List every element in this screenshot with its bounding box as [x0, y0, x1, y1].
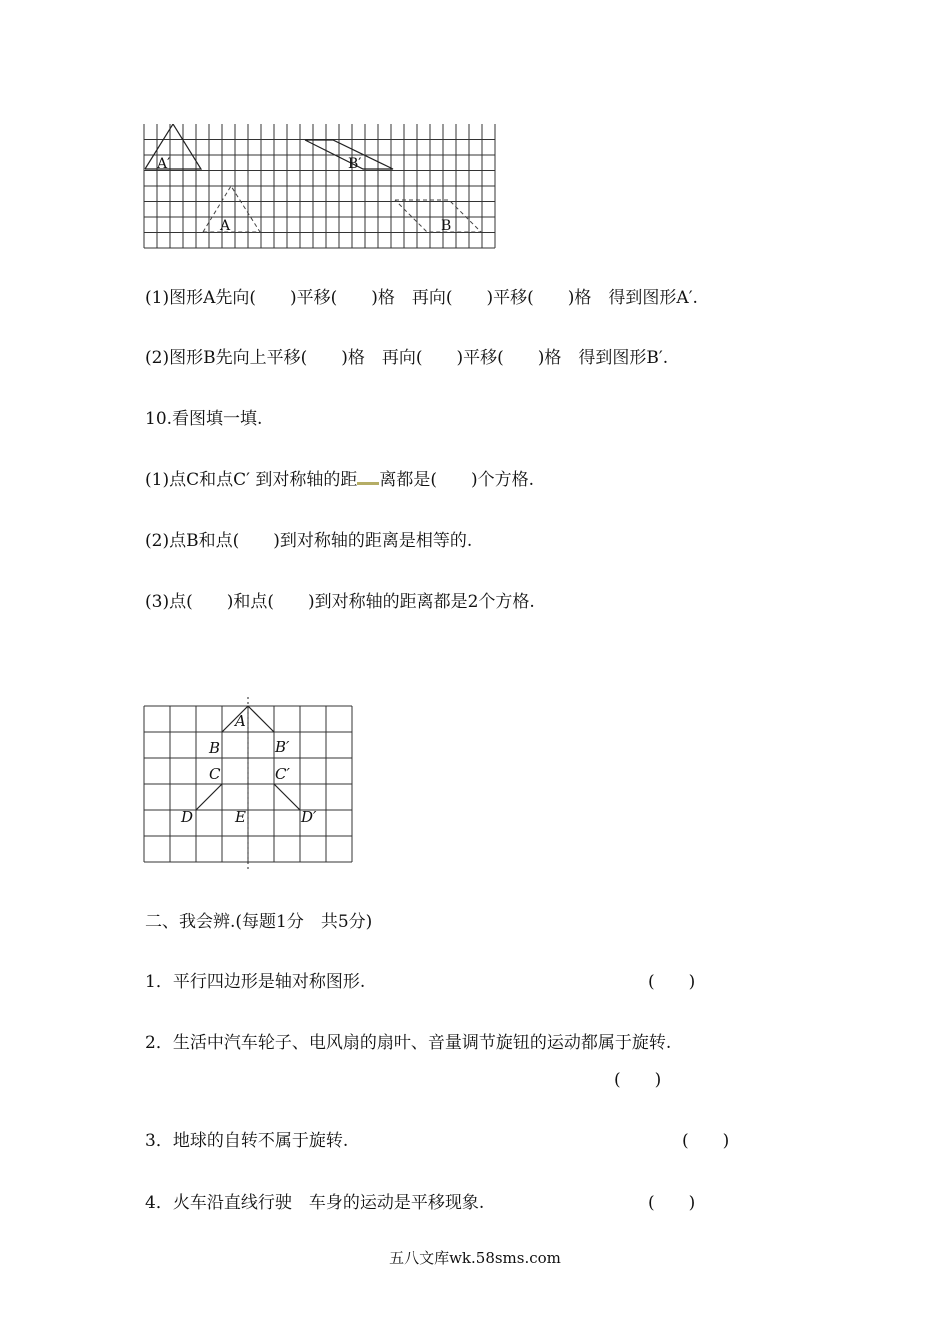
point-b-label: B [209, 739, 221, 757]
judge-item-4: 4．火车沿直线行驶 车身的运动是平移现象. [145, 1193, 485, 1213]
label-a: A [220, 218, 231, 234]
translation-grid-figure [143, 124, 499, 250]
q9-part1: (1)图形A先向( )平移( )格 再向( )平移( )格 得到图形A′. [145, 288, 698, 308]
q10-title: 10.看图填一填. [145, 409, 263, 429]
section2-title: 二、我会辨.(每题1分 共5分) [145, 912, 373, 932]
point-c-label: C [209, 765, 221, 783]
label-a-prime: A′ [157, 156, 171, 172]
point-e-label: E [235, 808, 246, 826]
judge-item-1: 1．平行四边形是轴对称图形. [145, 972, 366, 992]
symmetry-grid-figure [143, 695, 355, 871]
underline-mark [357, 482, 379, 485]
label-b-prime: B′ [348, 156, 362, 172]
footer-watermark: 五八文库wk.58sms.com [389, 1249, 561, 1267]
label-b: B [441, 218, 452, 234]
q10-part1-after: 离都是( )个方格. [379, 470, 535, 490]
q10-part3: (3)点( )和点( )到对称轴的距离都是2个方格. [145, 592, 535, 612]
point-d-label: D [181, 808, 194, 826]
judge-blank-1: ( ) [648, 972, 696, 992]
point-a-label: A [235, 712, 246, 730]
q9-part2: (2)图形B先向上平移( )格 再向( )平移( )格 得到图形B′. [145, 348, 669, 368]
point-b-prime-label: B′ [275, 738, 290, 756]
q10-part1-before: (1)点C和点C′ 到对称轴的距 [145, 470, 358, 490]
shape-a-prime [145, 124, 201, 169]
q10-part1 [145, 469, 534, 491]
judge-blank-3: ( ) [682, 1131, 730, 1151]
q10-part2: (2)点B和点( )到对称轴的距离是相等的. [145, 531, 473, 551]
shape-a [203, 186, 260, 232]
judge-item-3: 3．地球的自转不属于旋转. [145, 1131, 349, 1151]
judge-blank-2: ( ) [614, 1070, 662, 1090]
point-c-prime-label: C′ [275, 765, 290, 783]
point-d-prime-label: D′ [301, 808, 317, 826]
judge-item-2: 2．生活中汽车轮子、电风扇的扇叶、音量调节旋钮的运动都属于旋转. [145, 1033, 672, 1053]
judge-blank-4: ( ) [648, 1193, 696, 1213]
shape-b [395, 200, 481, 232]
